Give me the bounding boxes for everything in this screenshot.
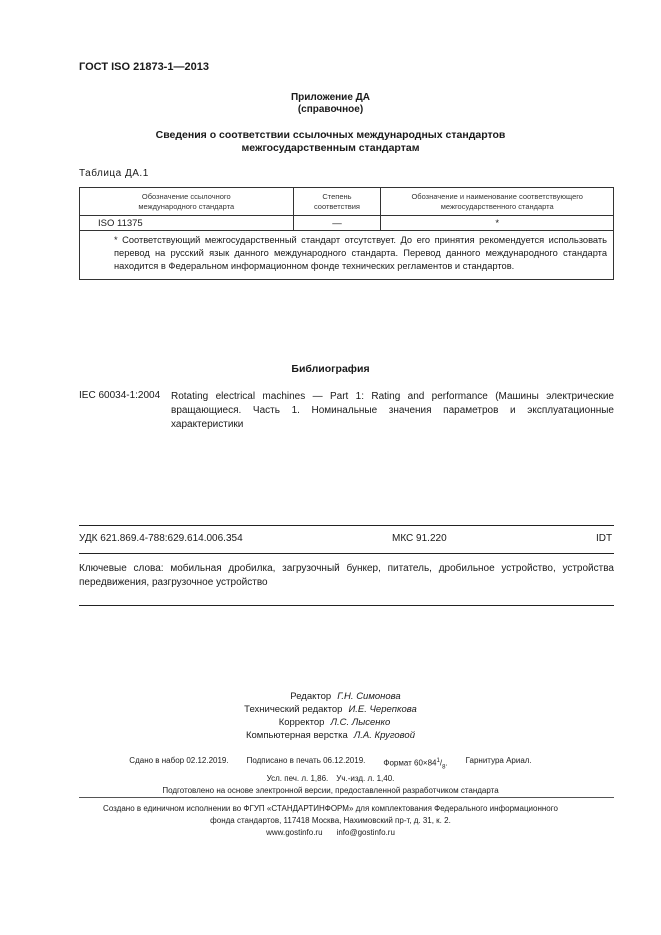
- imprint: [0, 755, 661, 797]
- credit-role: Корректор: [278, 717, 325, 728]
- bibliography-text: Rotating electrical machines — Part 1: Rating and performance (Машины электрические вращающиеся. Часть 1. Номинальные значения параметров и эксплуатационные характеристики: [171, 391, 614, 430]
- table-header-national: [381, 188, 614, 216]
- credit-editor: [0, 690, 661, 703]
- credits: [0, 690, 661, 742]
- table-header-row: [80, 188, 614, 216]
- header-national-line1: Обозначение и наименование соответствующего: [411, 191, 583, 201]
- keywords: Ключевые слова: мобильная дробилка, загрузочный бункер, питатель, дробильное устройство, устройства передвижения, разгрузочное устройство: [79, 563, 614, 588]
- imprint-pub-sheets: Уч.-изд. л. 1,40.: [336, 774, 395, 784]
- section-title: [0, 129, 661, 155]
- cell-degree: —: [293, 216, 381, 231]
- imprint-row-1: [0, 755, 661, 773]
- divider-publisher: [79, 797, 614, 798]
- publisher-links: [0, 827, 661, 839]
- appendix-subtitle: (справочное): [297, 104, 364, 115]
- header-degree-line2: соответствия: [313, 201, 360, 211]
- table-footnote: [80, 231, 614, 280]
- cell-ref: ISO 11375: [80, 216, 294, 231]
- header-national-line2: межгосударственного стандарта: [440, 201, 554, 211]
- divider-bottom: [79, 605, 614, 606]
- table-header-degree: [293, 188, 381, 216]
- imprint-format: Формат $60\times 84^1/_8$.: [383, 758, 448, 771]
- bibliography-ref: IEC 60034-1:2004: [79, 390, 161, 401]
- imprint-print-sheets: Усл. печ. л. 1,86.: [266, 774, 329, 784]
- credit-role: Технический редактор: [244, 704, 343, 715]
- credit-name: Г.Н. Симонова: [337, 691, 401, 702]
- credit-proofreader: [0, 716, 661, 729]
- publisher-email-link[interactable]: info@gostinfo.ru: [336, 828, 395, 837]
- credit-layout: [0, 729, 661, 742]
- appendix-title: Приложение ДА: [290, 92, 371, 103]
- bibliography-title: Библиография: [291, 363, 370, 375]
- mks-code: МКС 91.220: [392, 533, 447, 544]
- credit-tech-editor: [0, 703, 661, 716]
- credit-name: Л.С. Лысенко: [330, 717, 391, 728]
- publisher-website-link[interactable]: www.gostinfo.ru: [266, 828, 323, 837]
- credit-role: Редактор: [290, 691, 332, 702]
- header-degree-line1: Степень: [322, 191, 352, 201]
- publisher-line1: Создано в единичном исполнении во ФГУП «СТАНДАРТИНФОРМ» для комплектования Федерального информационного: [103, 804, 558, 813]
- idt-code: IDT: [596, 533, 613, 544]
- imprint-prepared: Подготовлено на основе электронной версии, предоставленной разработчиком стандарта: [162, 786, 499, 796]
- divider-top: [79, 525, 614, 526]
- document-code: ГОСТ ISO 21873-1—2013: [79, 61, 209, 73]
- table-label: Таблица ДА.1: [79, 168, 149, 179]
- header-ref-line2: международного стандарта: [138, 201, 235, 211]
- imprint-signed: Подписано в печать 06.12.2019.: [246, 756, 366, 765]
- credit-name: И.Е. Черепкова: [348, 704, 417, 715]
- footnote-text: * Соответствующий межгосударственный стандарт отсутствует. До его принятия рекомендуется использовать перевод на русский язык данного международного стандарта. Перевод данного международного стандарта находится в Федеральном информационном фонде технических регламентов и стандартов.: [114, 235, 607, 271]
- table-footnote-row: [80, 231, 614, 280]
- table-row: [80, 216, 614, 231]
- imprint-font: Гарнитура Ариал.: [465, 756, 532, 765]
- imprint-sent: Сдано в набор 02.12.2019.: [129, 756, 229, 765]
- publisher: [0, 803, 661, 839]
- correspondence-table: [79, 187, 614, 280]
- table-header-ref: [80, 188, 294, 216]
- udc-code: УДК 621.869.4-788:629.614.006.354: [79, 533, 243, 544]
- divider-middle: [79, 553, 614, 554]
- section-title-line2: межгосударственным стандартам: [241, 142, 420, 154]
- section-title-line1: Сведения о соответствии ссылочных международных стандартов: [155, 129, 506, 141]
- publisher-line2: фонда стандартов, 117418 Москва, Нахимовский пр-т, д. 31, к. 2.: [210, 816, 451, 825]
- credit-name: Л.А. Круговой: [353, 730, 415, 741]
- format-prefix: Формат 60×84: [383, 758, 437, 768]
- cell-national: *: [381, 216, 614, 231]
- credit-role: Компьютерная верстка: [245, 730, 348, 741]
- imprint-row-2: [0, 773, 661, 785]
- format-sub: 8: [442, 764, 446, 771]
- header-ref-line1: Обозначение ссылочного: [141, 191, 231, 201]
- format-sup: 1: [436, 758, 440, 764]
